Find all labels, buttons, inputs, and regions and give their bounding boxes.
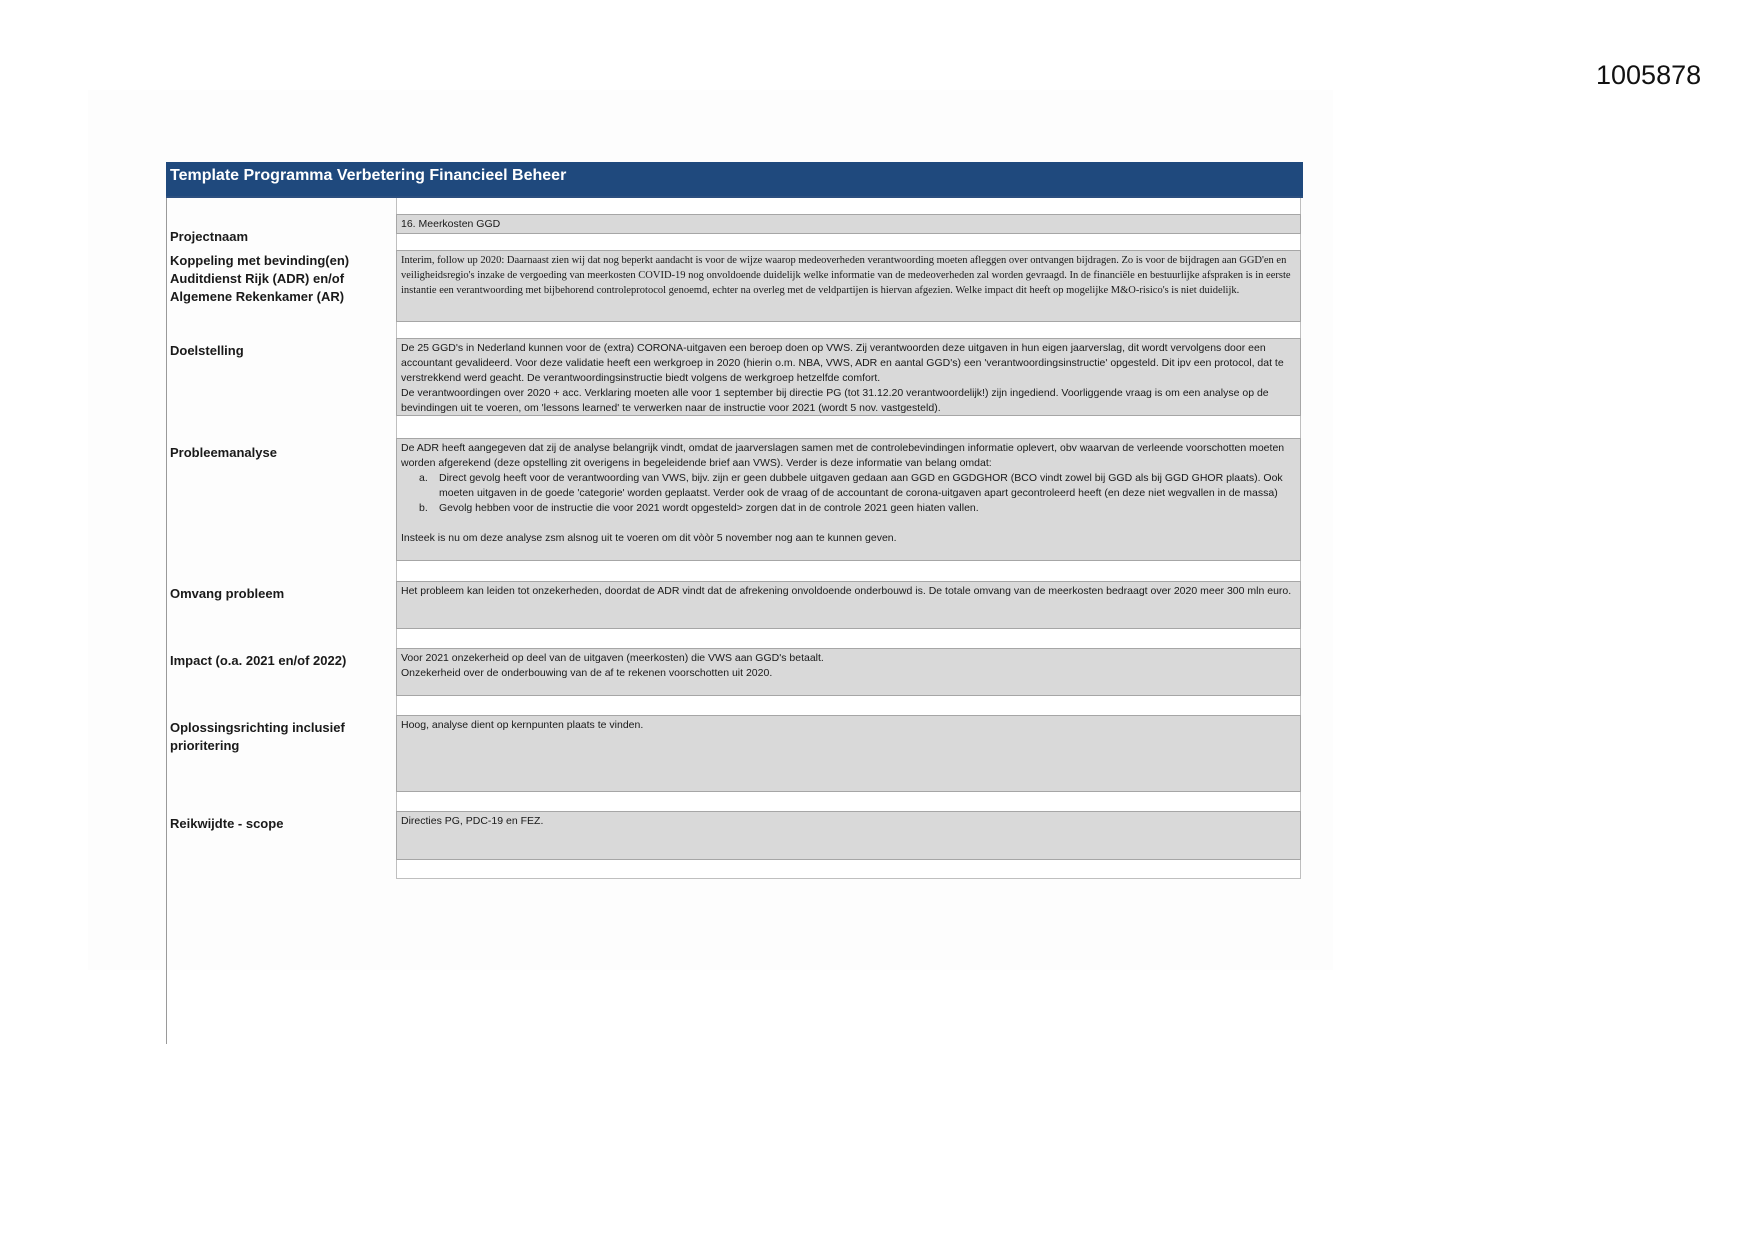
- cell-gap: [396, 234, 1301, 250]
- cell-projectnaam: 16. Meerkosten GGD: [396, 214, 1301, 234]
- impact-line-2: Onzekerheid over de onderbouwing van de af te rekenen voorschotten uit 2020.: [401, 667, 773, 679]
- cell-gap: [396, 561, 1301, 581]
- label-omvang: Omvang probleem: [170, 586, 285, 601]
- cell-gap: [396, 198, 1301, 214]
- cell-gap: [396, 696, 1301, 715]
- list-item: [419, 471, 1296, 501]
- cell-koppeling: Interim, follow up 2020: Daarnaast zien wij dat nog beperkt aandacht is voor de wijze waarop medeoverheden verantwoording moeten afleggen over ontvangen bijdragen. Zo is voor de bijdragen aan GGD'en en veiligheidsregio's inzake de vergoeding van meerkosten COVID-19 nog onvoldoende duidelijk welke informatie van de medeoverheden zal worden gevraagd. In de financiële en bestuurlijke afspraken is in eerste instantie een verantwoording met bijbehorend controleprotocol genoemd, echter na overleg met de veldpartijen is hiervan afgezien. Welke impact dit heeft op mogelijke M&O-risico's is niet duidelijk.: [396, 250, 1301, 322]
- impact-line-1: Voor 2021 onzekerheid op deel van de uitgaven (meerkosten) die VWS aan GGD's betaalt.: [401, 652, 824, 664]
- label-reikwijdte: Reikwijdte - scope: [170, 816, 284, 831]
- doelstelling-paragraph-2: De verantwoordingen over 2020 + acc. Verklaring moeten alle voor 1 september bij directie PG (tot 31.12.20 verantwoordelijk!) zijn ingediend. Voorliggende vraag is om een analyse op de bevindingen uit te voeren, om 'lessons learned' te verwerken naar de instructie voor 2021 (wordt 5 nov. vastgesteld).: [401, 387, 1269, 414]
- probleemanalyse-closing: Insteek is nu om deze analyse zsm alsnog uit te voeren om dit vòòr 5 november nog aan te kunnen geven.: [401, 532, 897, 544]
- cell-gap: [396, 860, 1301, 879]
- document-number: 1005878: [1596, 60, 1702, 90]
- cell-doelstelling: [396, 338, 1301, 416]
- label-probleemanalyse: Probleemanalyse: [170, 445, 277, 460]
- label-impact: Impact (o.a. 2021 en/of 2022): [170, 653, 347, 668]
- cell-gap: [396, 416, 1301, 438]
- label-doelstelling: Doelstelling: [170, 343, 244, 358]
- cell-omvang: Het probleem kan leiden tot onzekerheden, doordat de ADR vindt dat de afrekening onvoldoende onderbouwd is. De totale omvang van de meerkosten bedraagt over 2020 meer 300 mln euro.: [396, 581, 1301, 629]
- cell-gap: [396, 629, 1301, 648]
- probleemanalyse-intro: De ADR heeft aangegeven dat zij de analyse belangrijk vindt, omdat de jaarverslagen samen met de controlebevindingen informatie oplevert, obv waarvan de verleende voorschotten moeten worden afgerekend (deze opstelling zit overigens in begeleidende brief aan VWS). Verder is deze informatie van belang omdat:: [401, 442, 1285, 469]
- cell-reikwijdte: Directies PG, PDC-19 en FEZ.: [396, 811, 1301, 860]
- cell-probleemanalyse: [396, 438, 1301, 561]
- template-sheet: [166, 162, 1303, 831]
- list-marker: b.: [419, 502, 428, 514]
- label-koppeling: Koppeling met bevinding(en) Auditdienst Rijk (ADR) en/of Algemene Rekenkamer (AR): [170, 253, 350, 304]
- label-projectnaam: Projectnaam: [170, 229, 249, 244]
- doelstelling-paragraph-1: De 25 GGD's in Nederland kunnen voor de (extra) CORONA-uitgaven een beroep doen op VWS. Zij verantwoorden deze uitgaven in hun eigen jaarverslag, dit wordt vervolgens door een accountant gevalideerd. Voor deze validatie heeft een werkgroep in 2020 (hierin o.m. NBA, VWS, ADR en aantal GGD's) een 'verantwoordingsinstructie' opgesteld. Dit ipv een protocol, dat te verstrekkend werd geacht. De verantwoordingsinstructie biedt volgens de werkgroep hetzelfde comfort.: [401, 342, 1284, 384]
- cell-oplossing: Hoog, analyse dient op kernpunten plaats te vinden.: [396, 715, 1301, 792]
- probleemanalyse-list: [401, 471, 1296, 516]
- list-item-text: Direct gevolg heeft voor de verantwoording van VWS, bijv. zijn er geen dubbele uitgaven gedaan aan GGD en GGDGHOR (BCO vindt zowel bij GGD als bij GGD GHOR plaats). Ook moeten uitgaven in de goede 'categorie' worden geplaatst. Verder ook de vraag of de accountant de corona-uitgaven apart gecontroleerd heeft (en deze niet wegvallen in de massa): [439, 472, 1283, 499]
- label-oplossing: Oplossingsrichting inclusief prioritering: [170, 720, 345, 753]
- sheet-title: Template Programma Verbetering Financieel Beheer: [166, 162, 1303, 198]
- left-border: [166, 198, 167, 1044]
- blank-line: [401, 516, 1296, 531]
- cell-impact: [396, 648, 1301, 696]
- cell-gap: [396, 792, 1301, 811]
- list-item-text: Gevolg hebben voor de instructie die voor 2021 wordt opgesteld> zorgen dat in de controle 2021 geen hiaten vallen.: [439, 502, 979, 514]
- list-item: [419, 501, 1296, 516]
- list-marker: a.: [419, 472, 428, 484]
- cell-gap: [396, 322, 1301, 338]
